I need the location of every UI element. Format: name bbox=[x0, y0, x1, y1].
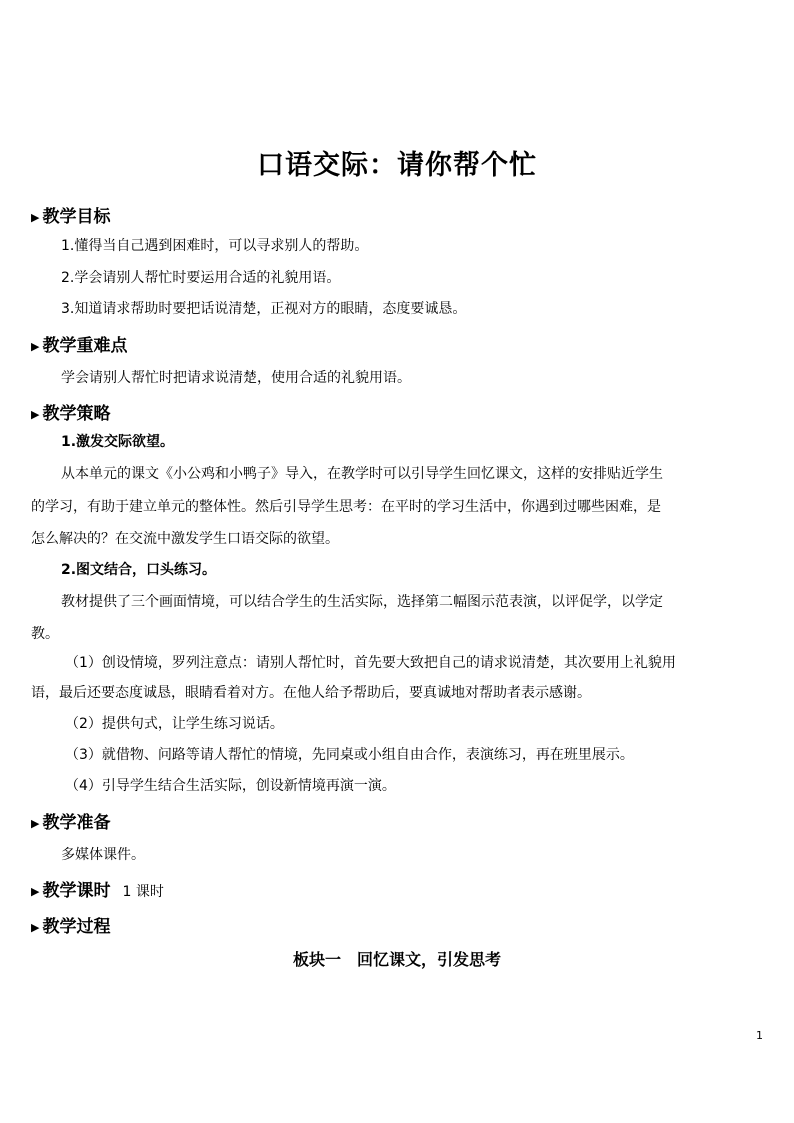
section-heading-goals: ▶ 教学目标 bbox=[31, 207, 111, 227]
strategy-sub-item-2: （2）提供句式，让学生练习说话。 bbox=[65, 716, 284, 732]
strategy-sub-item-1-line-2: 语，最后还要态度诚恳，眼睛看着对方。在他人给予帮助后，要真诚地对帮助者表示感谢。 bbox=[31, 685, 591, 701]
section-heading-preparation: ▶ 教学准备 bbox=[31, 813, 111, 833]
section-heading-key-points: ▶ 教学重难点 bbox=[31, 336, 128, 356]
key-points-text: 学会请别人帮忙时把请求说清楚，使用合适的礼貌用语。 bbox=[61, 370, 411, 386]
strategy-item-1-line-2: 的学习，有助于建立单元的整体性。然后引导学生思考：在平时的学习生活中，你遇到过哪些困难，是 bbox=[31, 499, 661, 515]
triangle-marker-icon: ▶ bbox=[31, 340, 40, 353]
triangle-marker-icon: ▶ bbox=[31, 211, 40, 224]
preparation-text: 多媒体课件。 bbox=[61, 847, 145, 863]
triangle-marker-icon: ▶ bbox=[31, 885, 40, 898]
strategy-item-2-title: 2.图文结合，口头练习。 bbox=[61, 562, 217, 578]
goal-item-2: 2.学会请别人帮忙时要运用合适的礼貌用语。 bbox=[61, 270, 341, 286]
strategy-item-1-line-3: 怎么解决的？在交流中激发学生口语交际的欲望。 bbox=[31, 531, 339, 547]
triangle-marker-icon: ▶ bbox=[31, 921, 40, 934]
section-heading-strategy: ▶ 教学策略 bbox=[31, 404, 111, 424]
strategy-item-1-line-1: 从本单元的课文《小公鸡和小鸭子》导入，在教学时可以引导学生回忆课文，这样的安排贴近学生 bbox=[61, 466, 663, 482]
section-heading-process: ▶ 教学过程 bbox=[31, 917, 111, 937]
strategy-sub-item-3: （3）就借物、问路等请人帮忙的情境，先同桌或小组自由合作，表演练习，再在班里展示。 bbox=[65, 747, 634, 763]
page-number: 1 bbox=[756, 1029, 763, 1042]
strategy-sub-item-4: （4）引导学生结合生活实际，创设新情境再演一演。 bbox=[65, 778, 396, 794]
hours-value: 1 课时 bbox=[122, 884, 164, 900]
section-heading-hours: ▶ 教学课时 1 课时 bbox=[31, 881, 164, 901]
goal-item-1: 1.懂得当自己遇到困难时，可以寻求别人的帮助。 bbox=[61, 238, 369, 254]
triangle-marker-icon: ▶ bbox=[31, 817, 40, 830]
strategy-sub-item-1-line-1: （1）创设情境，罗列注意点：请别人帮忙时，首先要大致把自己的请求说清楚，其次要用上礼貌用 bbox=[65, 655, 676, 671]
strategy-item-2-line-2: 教。 bbox=[31, 626, 59, 642]
strategy-item-1-title: 1.激发交际欲望。 bbox=[61, 434, 175, 450]
document-title: 口语交际：请你帮个忙 bbox=[257, 150, 537, 181]
strategy-item-2-line-1: 教材提供了三个画面情境，可以结合学生的生活实际，选择第二幅图示范表演，以评促学，以学定 bbox=[61, 594, 663, 610]
goal-item-3: 3.知道请求帮助时要把话说清楚，正视对方的眼睛，态度要诚恳。 bbox=[61, 301, 467, 317]
triangle-marker-icon: ▶ bbox=[31, 408, 40, 421]
block-title: 板块一 回忆课文，引发思考 bbox=[292, 950, 501, 969]
